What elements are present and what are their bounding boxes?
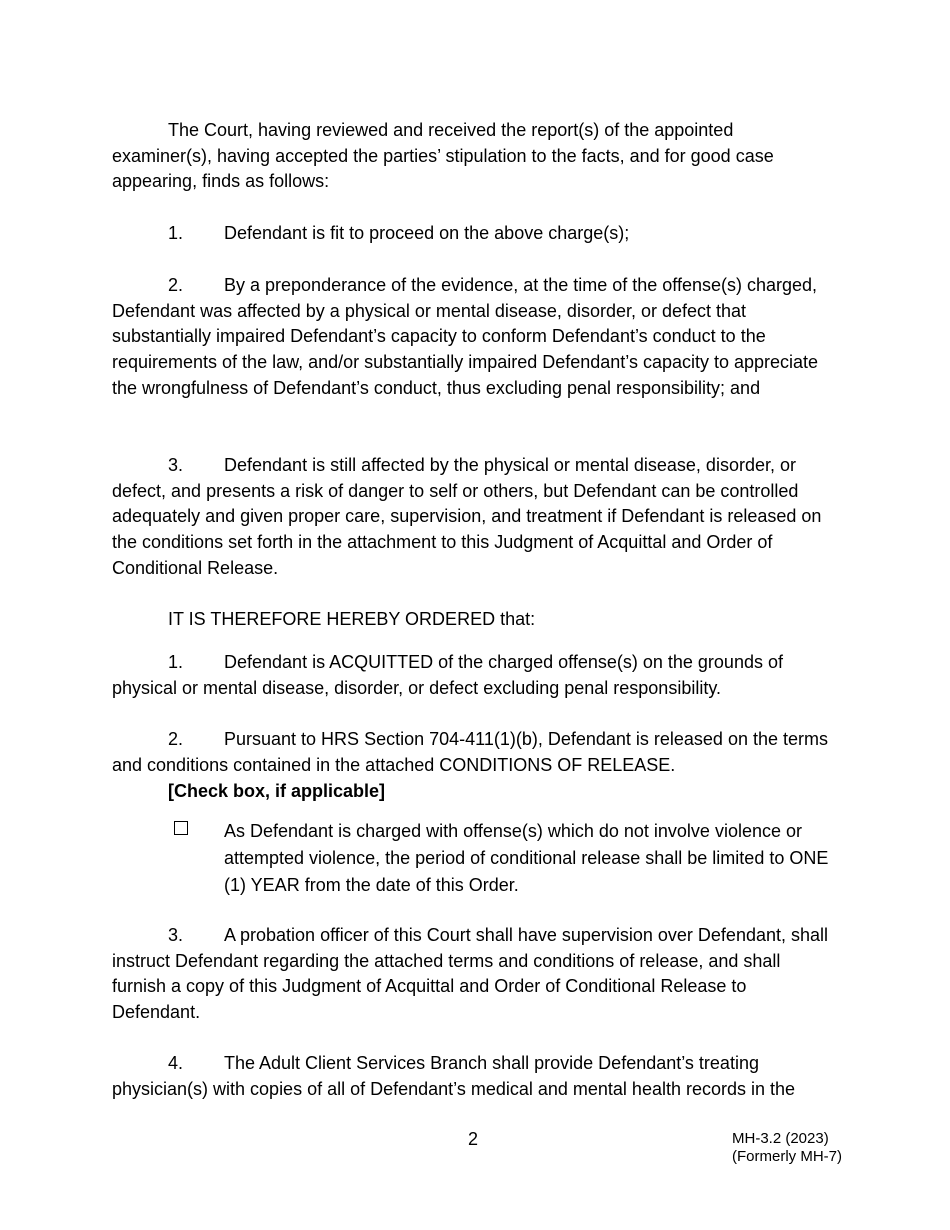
order-1-number: 1.: [168, 652, 184, 672]
order-4-text: The Adult Client Services Branch shall provide Defendant’s treating physician(s) with copies of all of Defendant’s medical and mental health records in the: [112, 1053, 796, 1099]
order-4-number: 4.: [168, 1053, 184, 1073]
finding-3-text: Defendant is still affected by the physical or mental disease, disorder, or defect, and presents a risk of danger to self or others, but Defendant can be controlled adequately and given proper care, supervision, and treatment if Defendant is released on the conditions set forth in the attachment to this Judgment of Acquittal and Order of Conditional Release.: [112, 455, 822, 578]
order-4: [112, 1051, 832, 1102]
finding-1: [112, 221, 832, 247]
finding-3: [112, 453, 832, 582]
order-3-number: 3.: [168, 925, 184, 945]
check-box-instruction: [Check box, if applicable]: [168, 781, 386, 801]
order-3-text: A probation officer of this Court shall have supervision over Defendant, shall instruct Defendant regarding the attached terms and conditions of release, and shall furnish a copy of this Judgment of Acquittal and Order of Conditional Release to Defendant.: [112, 925, 829, 1023]
page-number: 2: [468, 1129, 479, 1149]
form-formerly: (Formerly MH-7): [732, 1148, 842, 1165]
order-2-number: 2.: [168, 729, 184, 749]
checkbox-option-text: As Defendant is charged with offense(s) which do not involve violence or attempted violence, the period of conditional release shall be limited to ONE (1) YEAR from the date of this Order.: [224, 821, 829, 895]
finding-1-number: 1.: [168, 223, 184, 243]
order-1: [112, 650, 832, 701]
finding-2-text: By a preponderance of the evidence, at the time of the offense(s) charged, Defendant was affected by a physical or mental disease, disorder, or defect that substantially impaired Defendant’s capacity to conform Defendant’s conduct to the requirements of the law, and/or substantially impaired Defendant’s capacity to appreciate the wrongfulness of Defendant’s conduct, thus excluding penal responsibility; and: [112, 275, 819, 398]
finding-1-text: Defendant is fit to proceed on the above charge(s);: [224, 223, 630, 243]
finding-3-number: 3.: [168, 455, 184, 475]
form-id: MH-3.2 (2023): [732, 1130, 829, 1147]
order-1-text: Defendant is ACQUITTED of the charged offense(s) on the grounds of physical or mental disease, disorder, or defect excluding penal responsibility.: [112, 652, 783, 698]
order-2-text: Pursuant to HRS Section 704-411(1)(b), Defendant is released on the terms and conditions contained in the attached CONDITIONS OF RELEASE.: [112, 729, 828, 775]
order-3: [112, 923, 832, 1026]
order-2: [112, 727, 832, 778]
form-identifier: [732, 1130, 842, 1166]
one-year-limit-checkbox[interactable]: [174, 821, 188, 835]
intro-paragraph: The Court, having reviewed and received the report(s) of the appointed examiner(s), having accepted the parties’ stipulation to the facts, and for good case appearing, finds as follows:: [112, 120, 774, 192]
order-heading: IT IS THEREFORE HEREBY ORDERED that:: [168, 609, 536, 629]
finding-2: [112, 273, 832, 402]
finding-2-number: 2.: [168, 275, 184, 295]
